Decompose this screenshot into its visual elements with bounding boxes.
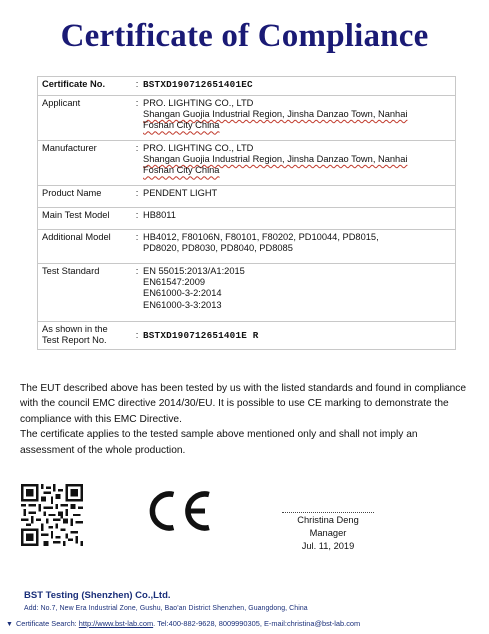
arrow-down-icon: ▼ <box>6 621 13 628</box>
label-applicant: Applicant <box>38 96 135 141</box>
statement-paragraph-1: The EUT described above has been tested by us with the listed standards and found in compliance with the council EMC directive 2014/30/EU. It is possible to use CE marking to demonstrate the compliance with this EMC Directive. <box>20 383 467 425</box>
certificate-search-label: Certificate Search: <box>15 619 77 628</box>
signatory-title: Manager <box>309 528 347 538</box>
value-manufacturer <box>140 141 456 186</box>
value-certificate-no: BSTXD190712651401EC <box>140 77 456 96</box>
signature-date: Jul. 11, 2019 <box>301 541 355 551</box>
row-applicant <box>38 96 456 141</box>
row-certificate-no <box>38 77 456 96</box>
statement-paragraph-2: The certificate applies to the tested sample above mentioned only and shall not imply an assessment of the whole production. <box>20 429 418 456</box>
footer-address: Add: No.7, New Era Industrial Zone, Gushu, Bao'an District Shenzhen, Guangdong, China <box>24 605 308 612</box>
certificate-title: Certificate of Compliance <box>60 18 429 54</box>
row-main-test-model <box>38 208 456 230</box>
colon: : <box>134 264 140 322</box>
label-product-name: Product Name <box>38 186 135 208</box>
manufacturer-address-1: Shangan Guojia Industrial Region, Jinsha Danzao Town, Nanhai <box>143 154 408 165</box>
signature-block <box>282 512 374 553</box>
label-report-no-line-2: Test Report No. <box>42 335 107 346</box>
ce-mark-icon <box>143 488 213 534</box>
applicant-address-2: Foshan City China <box>143 120 220 131</box>
footer-contact: . Tel:400-882-9628, 8009990305, E-mail:christina@bst-lab.com <box>153 619 361 628</box>
compliance-statement <box>20 381 470 458</box>
additional-model-line-2: PD8020, PD8030, PD8040, PD8085 <box>143 243 293 254</box>
label-test-standard: Test Standard <box>38 264 135 322</box>
row-product-name <box>38 186 456 208</box>
colon: : <box>134 208 140 230</box>
manufacturer-address-2: Foshan City China <box>143 165 220 176</box>
test-standard-1: EN 55015:2013/A1:2015 <box>143 266 245 276</box>
signature-line <box>282 512 374 513</box>
row-manufacturer <box>38 141 456 186</box>
test-standard-2: EN61547:2009 <box>143 277 206 288</box>
value-additional-model <box>140 230 456 264</box>
value-main-test-model: HB8011 <box>140 208 456 230</box>
value-test-standard <box>140 264 456 322</box>
label-certificate-no: Certificate No. <box>38 77 135 96</box>
label-manufacturer: Manufacturer <box>38 141 135 186</box>
value-report-no: BSTXD190712651401E R <box>140 322 456 350</box>
row-report-no <box>38 322 456 350</box>
colon: : <box>134 96 140 141</box>
colon: : <box>134 186 140 208</box>
applicant-address-1: Shangan Guojia Industrial Region, Jinsha Danzao Town, Nanhai <box>143 109 408 120</box>
website-link[interactable]: http://www.bst-lab.com <box>78 619 154 628</box>
value-applicant <box>140 96 456 141</box>
footer-contact-line <box>6 619 360 628</box>
colon: : <box>134 77 140 96</box>
row-additional-model <box>38 230 456 264</box>
value-product-name: PENDENT LIGHT <box>140 186 456 208</box>
qr-code-icon <box>21 484 83 546</box>
colon: : <box>134 322 140 350</box>
applicant-name: PRO. LIGHTING CO., LTD <box>143 98 254 108</box>
colon: : <box>134 230 140 264</box>
additional-model-line-1: HB4012, F80106N, F80101, F80202, PD10044, PD8015, <box>143 232 379 242</box>
label-main-test-model: Main Test Model <box>38 208 135 230</box>
test-standard-3: EN61000-3-2:2014 <box>143 288 222 299</box>
test-standard-4: EN61000-3-3:2013 <box>143 299 222 310</box>
footer-company-name: BST Testing (Shenzhen) Co.,Ltd. <box>24 590 171 601</box>
label-report-no-line-1: As shown in the <box>42 324 108 334</box>
row-test-standard <box>38 264 456 322</box>
certificate-details-table <box>37 76 456 350</box>
manufacturer-name: PRO. LIGHTING CO., LTD <box>143 143 254 153</box>
label-report-no <box>38 322 135 350</box>
signatory-name: Christina Deng <box>297 515 359 525</box>
label-additional-model: Additional Model <box>38 230 135 264</box>
colon: : <box>134 141 140 186</box>
